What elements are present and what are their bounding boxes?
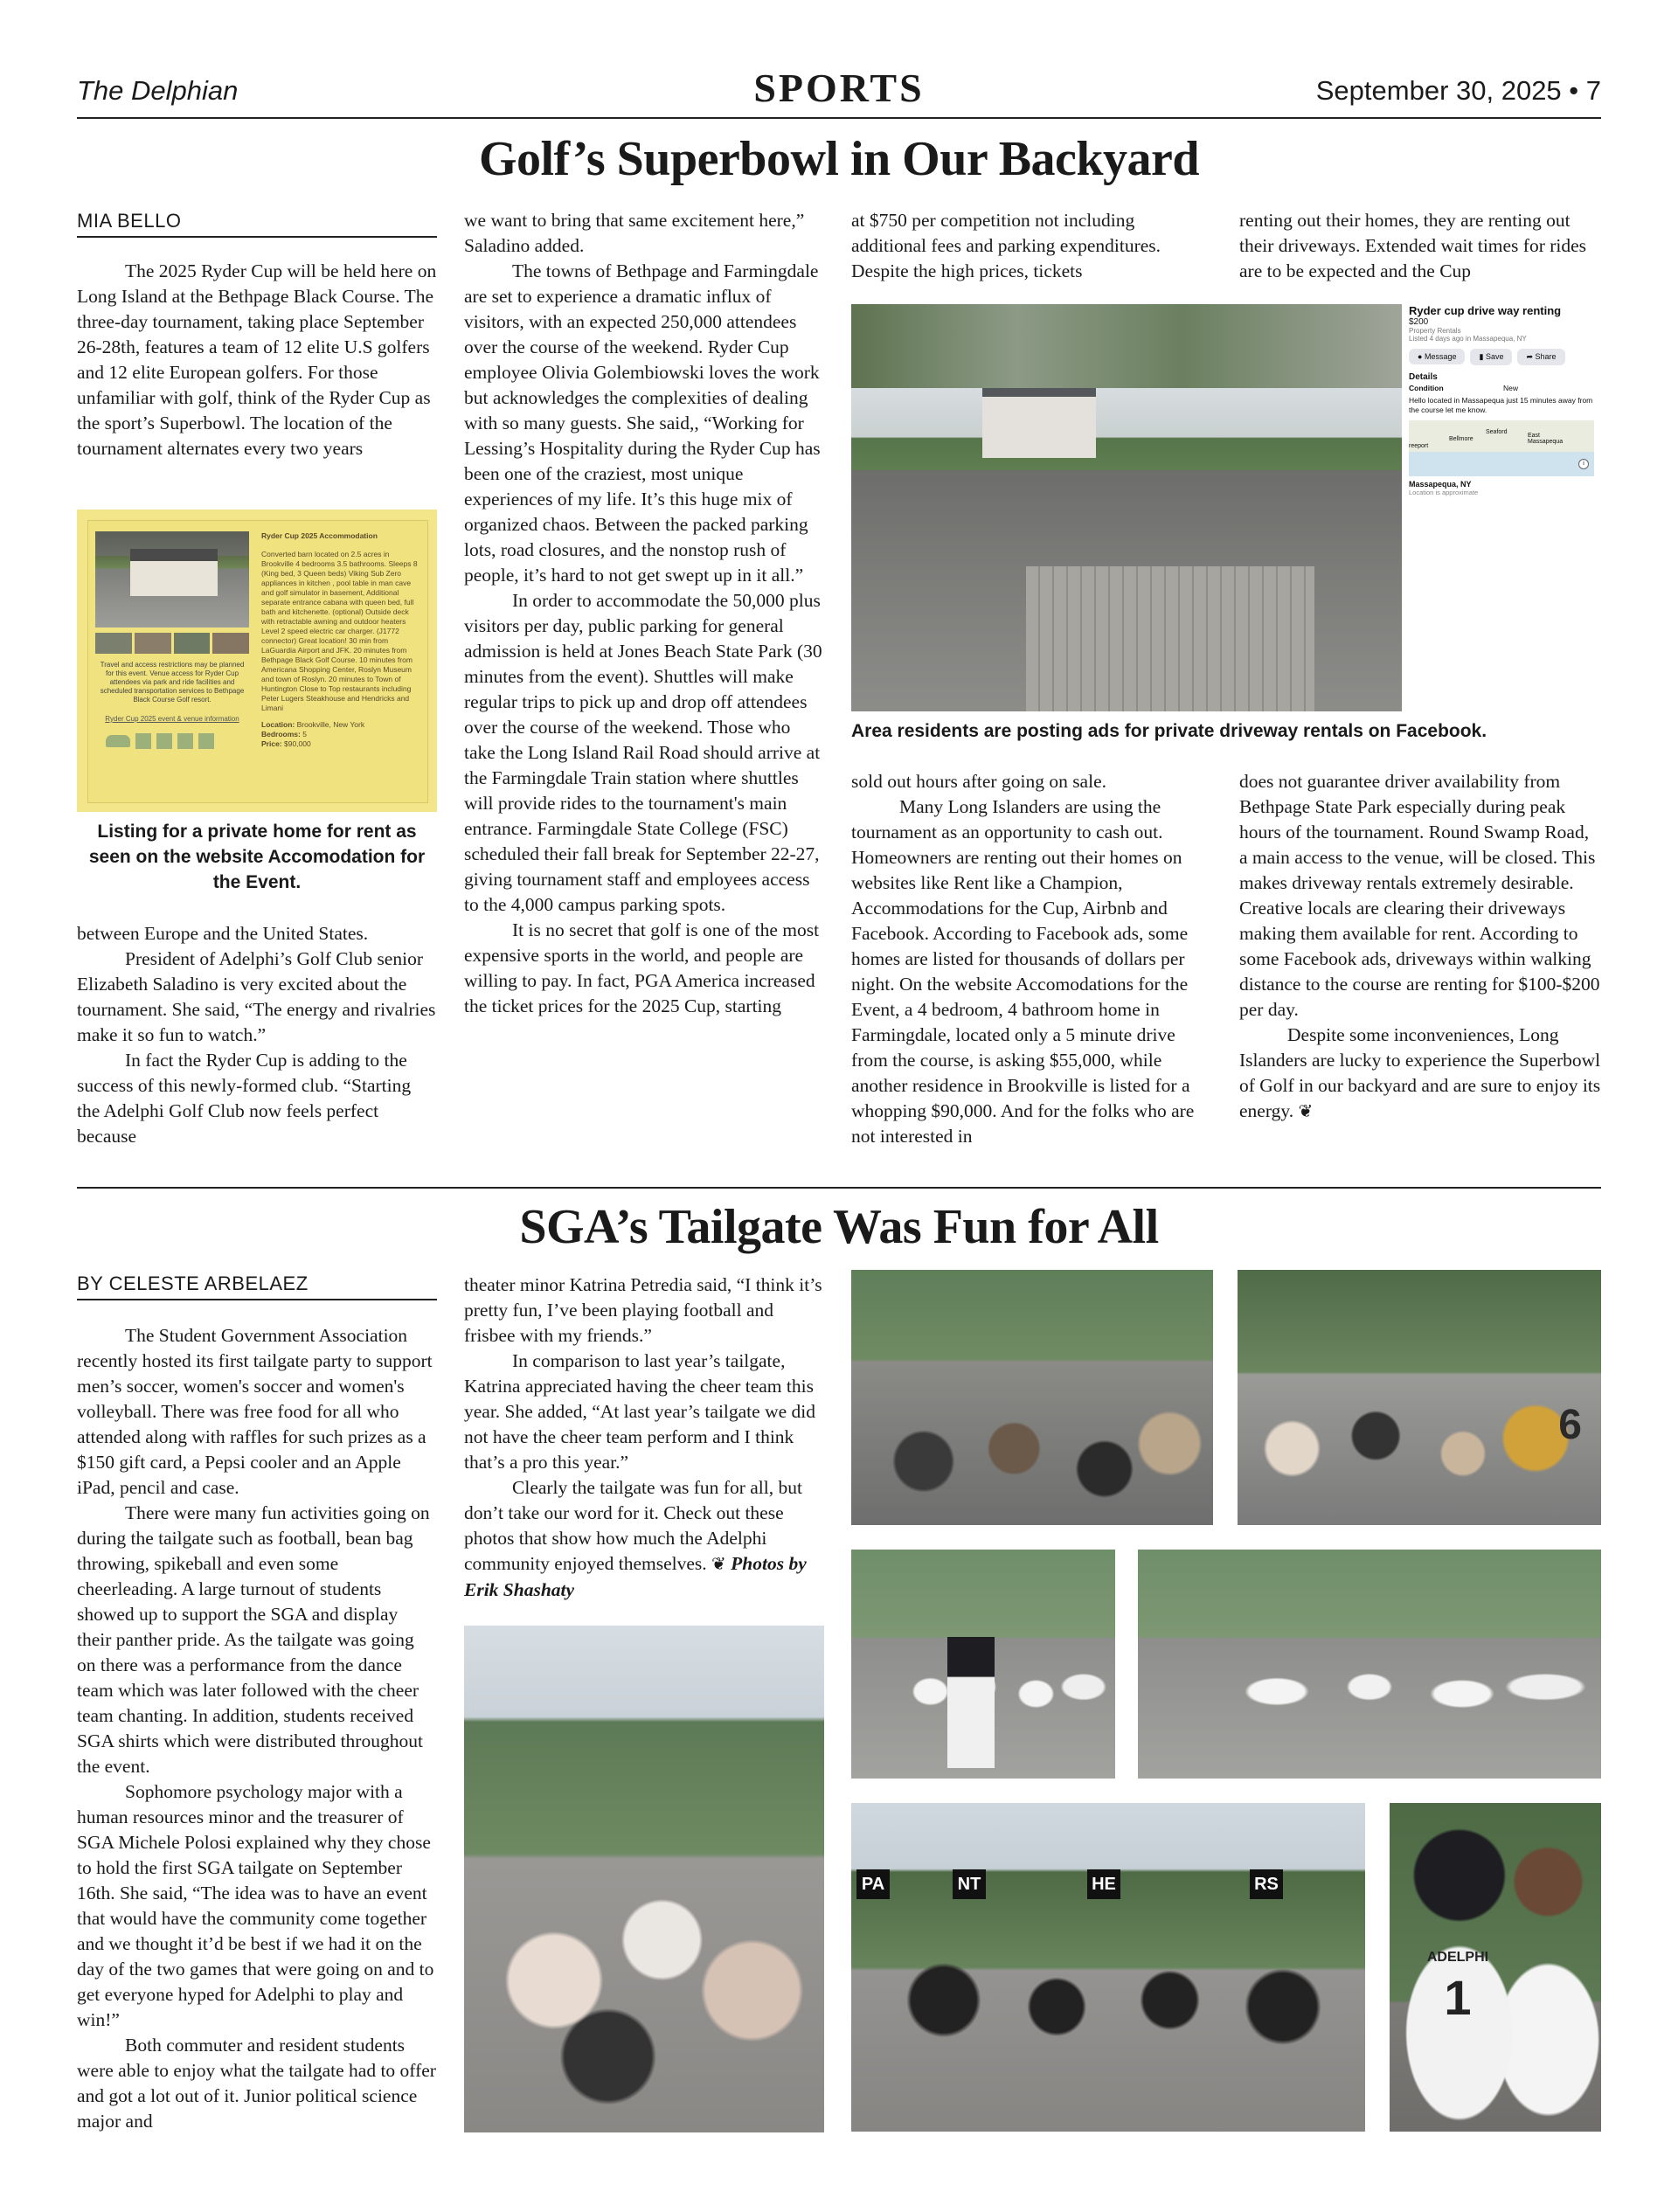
fb-listing-panel xyxy=(1402,304,1601,551)
paragraph-text: Clearly the tailgate was fun for all, but don’t take our word for it. Check out these photos that show how much the Adelphi community enjoyed themselves. xyxy=(464,1477,802,1574)
golf-course-icon xyxy=(106,735,130,747)
paragraph: does not guarantee driver availability from Bethpage State Park especially during peak hours of the tournament. Round Swamp Road, a main access to the venue, will be closed. This makes driveway rentals extremely desirable. Creative locals are clearing their driveways making them available for rent. According to some Facebook ads, driveways within walking distance to the course are renting for $100-$200 per day. xyxy=(1239,771,1600,1020)
paragraph: we want to bring that same excitement here,” Saladino added. xyxy=(464,210,805,256)
article2-byline xyxy=(77,1272,437,1300)
car-icon xyxy=(156,733,172,749)
blurred-area xyxy=(851,304,1402,388)
message-label: Message xyxy=(1424,352,1457,361)
paragraph: at $750 per competition not including additional fees and parking expenditures. Despite the high prices, tickets xyxy=(851,210,1161,281)
save-label: Save xyxy=(1485,352,1504,361)
listing-notice: Travel and access restrictions may be planned for this event. Venue access for Ryder Cup attendees via park and ride facilities and scheduled transportation services to Bethpage Black Course Golf resort. xyxy=(100,661,245,704)
paragraph: theater minor Katrina Petredia said, “I think it’s pretty fun, I’ve been playing football and frisbee with my friends.” xyxy=(464,1274,822,1346)
fb-location-note: Location is approximate xyxy=(1409,489,1479,496)
article1-col2 xyxy=(464,208,824,1019)
thumbnail[interactable] xyxy=(174,633,211,654)
mascot-jersey-text: ADELPHI xyxy=(1426,1950,1489,1965)
condition-label: Condition xyxy=(1409,384,1444,392)
train-icon xyxy=(198,733,214,749)
bus-icon xyxy=(177,733,193,749)
bedrooms-value: 5 xyxy=(302,730,307,738)
share-icon: ➦ xyxy=(1526,352,1534,361)
tailgate-photo-dance-team xyxy=(1138,1550,1601,1779)
paver-stones xyxy=(1026,566,1314,711)
share-button[interactable] xyxy=(1517,349,1564,365)
plane-icon xyxy=(135,733,151,749)
article2-col1 xyxy=(77,1323,437,2134)
publication-name: The Delphian xyxy=(77,75,239,106)
article1-headline: Golf’s Superbowl in Our Backyard xyxy=(478,132,1200,186)
paragraph: Sophomore psychology major with a human resources minor and the treasurer of SGA Michele Polosi explained why they chose to hold the first SGA tailgate on September 16th. She said, “The idea was to have an event that would have the community come together and we thought it’d be best if we had it on the day of the two games that were going on and to get everyone hyped for Adelphi to play and win!” xyxy=(77,1781,434,2030)
save-button[interactable] xyxy=(1470,349,1512,365)
paragraph: renting out their homes, they are renting out their driveways. Extended wait times for rides are to be expected and the Cup xyxy=(1239,210,1587,281)
paragraph: The Student Government Association recently hosted its first tailgate party to support men’s soccer, women's soccer and women's volleyball. There was free food for all who attended along with raffles for such prizes as a $150 gift card, a Pepsi cooler and an Apple iPad, pencil and case. xyxy=(77,1325,433,1498)
fb-location: Massapequa, NY xyxy=(1409,480,1472,489)
listing-bedrooms-row xyxy=(261,730,420,739)
photo-credit: Photos by Erik Shashaty xyxy=(464,1553,807,1600)
fb-listing-title: Ryder cup drive way renting xyxy=(1409,304,1562,317)
messenger-icon: ● xyxy=(1418,352,1423,361)
mascot-figure xyxy=(947,1637,995,1768)
map-label: reeport xyxy=(1409,443,1429,449)
paragraph: In comparison to last year’s tailgate, Katrina appreciated having the cheer team this year. She added, “At last year’s tailgate we did not have the cheer team perform and I think that’s a pro this year.” xyxy=(464,1350,815,1473)
byline-text: BY CELESTE ARBELAEZ xyxy=(77,1272,437,1300)
bookmark-icon: ▮ xyxy=(1479,352,1484,361)
article1-col3-top xyxy=(851,208,1211,284)
fb-action-buttons xyxy=(1402,343,1601,371)
byline-text: MIA BELLO xyxy=(77,210,437,238)
paragraph: The towns of Bethpage and Farmingdale are set to experience a dramatic influx of visitors, with an expected 250,000 attendees over the course of the weekend. Ryder Cup employee Olivia Golembiowski loves the work but acknowledges the complexities of dealing with so many guests. She said,, “Working for Lessing’s Hospitality during the Ryder Cup has been one of the craziest, most unique experiences of my life. It’s this huge mix of organized chaos. Between the packed parking lots, road closures, and the nonstop rush of people, it’s hard to not get swept up in it all.” xyxy=(464,260,821,586)
article1-col1-bottom xyxy=(77,921,437,1149)
thumbnail[interactable] xyxy=(135,633,171,654)
tailgate-photo-mascot-crowd xyxy=(851,1550,1115,1779)
listing-event-link[interactable]: Ryder Cup 2025 event & venue information xyxy=(105,715,239,723)
fb-map[interactable] xyxy=(1409,420,1594,476)
mascot-jersey-number: 1 xyxy=(1444,1970,1472,2025)
paragraph: sold out hours after going on sale. xyxy=(851,771,1106,792)
listing-icons xyxy=(106,731,237,752)
article1-col4-top xyxy=(1239,208,1601,284)
fb-description: Hello located in Massapequa just 15 minutes away from the course let me know. xyxy=(1409,396,1593,414)
map-label: Seaford xyxy=(1486,429,1508,435)
map-label: Bellmore xyxy=(1449,436,1473,442)
paragraph: In order to accommodate the 50,000 plus visitors per day, public parking for general admission is held at Jones Beach State Park (30 minutes from the event). Shuttles will make regular trips to pick up and drop off attendees over the course of the weekend. Those who take the Long Island Rail Road should arrive at the Farmingdale Train station where shuttles will provide rides to the tournament's main entrance. Farmingdale State College (FSC) scheduled their fall break for September 22-27, giving tournament staff and employees access to the 4,000 campus parking spots. xyxy=(464,590,822,915)
house-shape xyxy=(130,549,218,596)
cheer-sign: PA xyxy=(856,1869,890,1899)
message-button[interactable] xyxy=(1409,349,1465,364)
driveway-caption: Area residents are posting ads for private driveway rentals on Facebook. xyxy=(851,721,1487,741)
listing-screenshot xyxy=(77,510,437,812)
fb-condition-row xyxy=(1402,384,1601,392)
tailgate-photo-crowd-tall xyxy=(464,1626,824,2132)
article1-col3-bottom xyxy=(851,769,1211,1149)
thumbnail[interactable] xyxy=(212,633,249,654)
tailgate-photo-mascot xyxy=(1390,1803,1601,2132)
paragraph: It is no secret that golf is one of the most expensive sports in the world, and people are willing to pay. In fact, PGA America increased the ticket prices for the 2025 Cup, starting xyxy=(464,919,820,1016)
jersey-number: 6 xyxy=(1558,1402,1582,1448)
paragraph xyxy=(1239,1023,1601,1125)
paragraph xyxy=(464,1475,824,1603)
share-label: Share xyxy=(1535,352,1557,361)
map-label: East Massapequa xyxy=(1528,433,1564,445)
fb-listing-category: Property Rentals xyxy=(1409,327,1461,335)
listing-details xyxy=(261,531,420,749)
paw-end-mark-icon: ❦ xyxy=(711,1555,726,1574)
bedrooms-label: Bedrooms: xyxy=(261,730,301,738)
article1-col4-bottom xyxy=(1239,769,1601,1125)
fb-listing-date: Listed 4 days ago in Massapequa, NY xyxy=(1409,335,1527,343)
article2-headline: SGA’s Tailgate Was Fun for All xyxy=(519,1200,1159,1254)
paragraph: There were many fun activities going on during the tailgate such as football, bean bag throwing, spikeball and even some cheerleading. A large turnout of students showed up to support the SGA and display their panther pride. As the tailgate was going on there was a performance from the dance team which was later followed with the cheer team chanting. In addition, students received SGA shirts which were distributed throughout the event. xyxy=(77,1502,430,1777)
tailgate-photo-crowd-2 xyxy=(1238,1270,1601,1525)
article2-col2 xyxy=(464,1272,824,1603)
condition-value: New xyxy=(1503,384,1519,392)
listing-price-row xyxy=(261,739,420,749)
cheer-sign: RS xyxy=(1250,1869,1283,1899)
tailgate-photo-crowd-1 xyxy=(851,1270,1213,1525)
paragraph: In fact the Ryder Cup is adding to the success of this newly-formed club. “Starting the Adelphi Golf Club now feels perfect because xyxy=(77,1050,412,1147)
tailgate-photo-cheer-team xyxy=(851,1803,1365,2132)
location-value: Brookville, New York xyxy=(296,720,365,729)
listing-card xyxy=(87,520,428,803)
article-divider xyxy=(77,1187,1601,1189)
listing-house-photo xyxy=(95,531,249,628)
article1-byline xyxy=(77,210,437,238)
info-icon[interactable]: i xyxy=(1578,459,1589,469)
paw-end-mark-icon: ❦ xyxy=(1298,1102,1314,1121)
cheer-sign: HE xyxy=(1087,1869,1120,1899)
price-value: $90,000 xyxy=(284,739,311,748)
date-page: September 30, 2025 • 7 xyxy=(1315,75,1601,106)
house-wall xyxy=(982,388,1096,458)
paragraph: Many Long Islanders are using the tournament as an opportunity to cash out. Homeowners are renting out their homes on websites like Rent like a Champion, Accommodations for the Cup, Airbnb and Facebook. According to Facebook ads, some homes are listed for thousands of dollars per night. On the website Accomodations for the Event, a 4 bedroom, 4 bathroom home in Farmingdale, located only a 5 minute drive from the course, is asking $55,000, while another residence in Brookville is listed for a whopping $90,000. And for the folks who are not interested in xyxy=(851,796,1195,1147)
listing-thumbnails[interactable] xyxy=(95,633,249,654)
paragraph: The 2025 Ryder Cup will be held here on Long Island at the Bethpage Black Course. The three-day tournament, taking place September 26-28th, features a team of 12 elite U.S golfers and 12 elite European golfers. For those unfamiliar with golf, think of the Ryder Cup as the sport’s Superbowl. The location of the tournament alternates every two years xyxy=(77,260,437,459)
driveway-photo xyxy=(851,304,1402,711)
listing-title: Ryder Cup 2025 Accommodation xyxy=(261,531,378,540)
fb-listing-price: $200 xyxy=(1409,317,1429,327)
cheer-sign: NT xyxy=(953,1869,986,1899)
section-title: SPORTS xyxy=(753,66,925,110)
fb-details-label: Details xyxy=(1409,372,1438,382)
price-label: Price: xyxy=(261,739,282,748)
listing-caption: Listing for a private home for rent as seen on the website Accomodation for the Event. xyxy=(88,822,426,892)
location-label: Location: xyxy=(261,720,295,729)
listing-description: Converted barn located on 2.5 acres in Brookville 4 bedrooms 3.5 bathrooms. Sleeps 8 (King bed, 3 Queen beds) Viking Sub Zero appliances in kitchen , pool table in man cave and golf simulator in basement, Additional separate entrance cabana with queen bed, full bath and kitchenette. (optional) Outside deck with retractable awning and outdoor heaters Level 2 speed electric car charger. (J1772 connector) Great location! 30 min from LaGuardia Airport and JFK. 20 minutes from Bethpage Black Golf Course. 10 minutes from Americana Shopping Center, Roslyn Museum and town of Roslyn. 20 minutes to Town of Huntington Close to Top restaurants including Peter Lugers Steakhouse and Hendricks and Limani xyxy=(261,550,418,712)
header-rule xyxy=(77,117,1601,119)
article1-col1-top xyxy=(77,259,437,461)
paragraph: Both commuter and resident students were able to enjoy what the tailgate had to offer and got a lot out of it. Junior political science major and xyxy=(77,2035,436,2132)
listing-location-row xyxy=(261,720,420,730)
paragraph-text: Despite some inconveniences, Long Islanders are lucky to experience the Superbowl of Golf in our backyard and are sure to enjoy its energy. xyxy=(1239,1024,1601,1121)
thumbnail[interactable] xyxy=(95,633,132,654)
paragraph: between Europe and the United States. xyxy=(77,923,369,944)
paragraph: President of Adelphi’s Golf Club senior Elizabeth Saladino is very excited about the tournament. She said, “The energy and rivalries make it so fun to watch.” xyxy=(77,948,436,1045)
